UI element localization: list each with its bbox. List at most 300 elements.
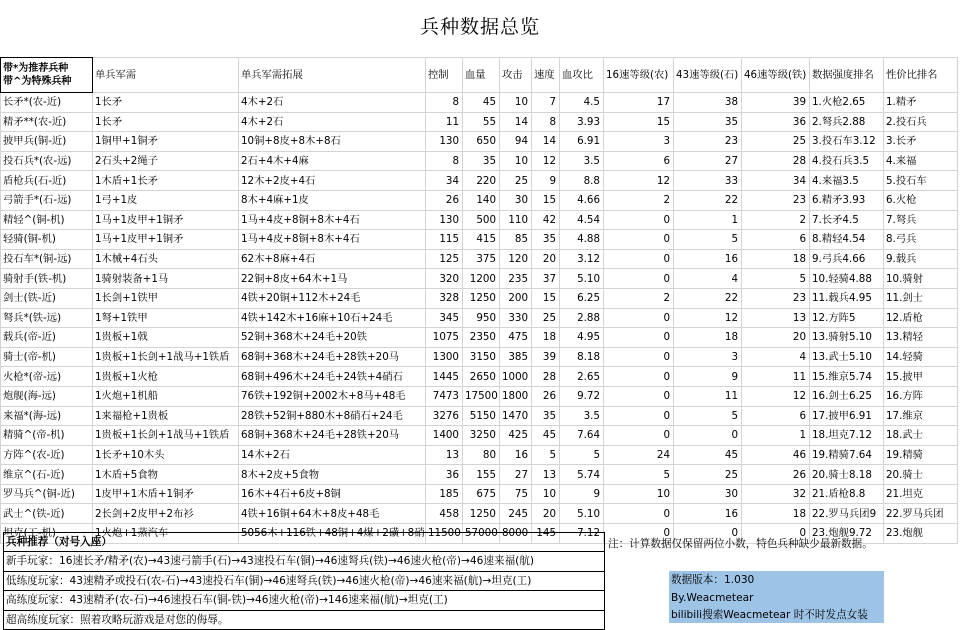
- unit-hp: 57000: [463, 524, 500, 544]
- rank-strength: 21.盾枪8.8: [810, 484, 884, 504]
- unit-speed: 145: [532, 524, 560, 544]
- unit-speed: 14: [532, 132, 560, 152]
- unit-attack: 10: [500, 151, 532, 171]
- unit-lv46: 34: [742, 171, 810, 191]
- unit-speed: 10: [532, 484, 560, 504]
- legend-line: 带^为特殊兵种: [3, 76, 72, 87]
- rank-value: 11.剑士: [884, 288, 958, 308]
- unit-need-ext: 10铜+8皮+8木+8石: [239, 132, 426, 152]
- unit-name: 长矛*(农-近): [1, 93, 93, 113]
- unit-ratio: 9: [560, 484, 604, 504]
- rank-strength: 12.方阵5: [810, 308, 884, 328]
- unit-lv46: 0: [742, 524, 810, 544]
- version-label: 数据版本：1.030: [669, 571, 884, 589]
- unit-lv46: 26: [742, 465, 810, 485]
- rank-value: 18.武士: [884, 426, 958, 446]
- unit-lv43: 38: [674, 93, 742, 113]
- unit-lv43: 30: [674, 484, 742, 504]
- unit-lv16: 0: [604, 347, 674, 367]
- unit-lv46: 25: [742, 132, 810, 152]
- unit-hp: 375: [463, 249, 500, 269]
- unit-control: 34: [426, 171, 463, 191]
- unit-name: 披甲兵(铜-近): [1, 132, 93, 152]
- header-hp: 血量: [463, 58, 500, 93]
- table-header-row: [1, 58, 958, 93]
- table-row: [1, 249, 958, 269]
- unit-ratio: 4.66: [560, 190, 604, 210]
- unit-ratio: 3.93: [560, 112, 604, 132]
- unit-need: 1木盾+1长矛: [93, 171, 239, 191]
- table-row: [1, 112, 958, 132]
- unit-control: 7473: [426, 386, 463, 406]
- unit-lv43: 23: [674, 132, 742, 152]
- unit-hp: 2650: [463, 367, 500, 387]
- unit-need: 1长矛: [93, 112, 239, 132]
- table-row: [1, 328, 958, 348]
- unit-attack: 16: [500, 445, 532, 465]
- unit-hp: 45: [463, 93, 500, 113]
- unit-lv16: 15: [604, 112, 674, 132]
- unit-attack: 475: [500, 328, 532, 348]
- unit-speed: 12: [532, 151, 560, 171]
- unit-speed: 25: [532, 308, 560, 328]
- unit-attack: 94: [500, 132, 532, 152]
- unit-ratio: 4.88: [560, 230, 604, 250]
- unit-need: 1长矛: [93, 93, 239, 113]
- header-need-ext: 单兵军需拓展: [239, 58, 426, 93]
- rank-value: 21.坦克: [884, 484, 958, 504]
- unit-need: 2石头+2绳子: [93, 151, 239, 171]
- rank-value: 15.披甲: [884, 367, 958, 387]
- unit-ratio: 4.95: [560, 328, 604, 348]
- unit-name: 方阵^(农-近): [1, 445, 93, 465]
- rank-value: 6.火枪: [884, 190, 958, 210]
- unit-name: 坦克(工-机): [1, 524, 93, 544]
- unit-attack: 235: [500, 269, 532, 289]
- table-row: [1, 347, 958, 367]
- unit-lv46: 28: [742, 151, 810, 171]
- unit-speed: 20: [532, 249, 560, 269]
- unit-speed: 15: [532, 288, 560, 308]
- rank-value: 1.精矛: [884, 93, 958, 113]
- unit-hp: 3250: [463, 426, 500, 446]
- unit-lv43: 35: [674, 112, 742, 132]
- unit-lv46: 23: [742, 288, 810, 308]
- rank-strength: 4.来福3.5: [810, 171, 884, 191]
- unit-speed: 42: [532, 210, 560, 230]
- unit-need-ext: 76铁+192铜+2002木+8马+48毛: [239, 386, 426, 406]
- author-label: By.Weacmetear: [669, 589, 884, 607]
- unit-lv43: 16: [674, 249, 742, 269]
- unit-need-ext: 22铜+8皮+64木+1马: [239, 269, 426, 289]
- unit-need-ext: 68铜+368木+24毛+28铁+20马: [239, 426, 426, 446]
- rank-strength: 19.精骑7.64: [810, 445, 884, 465]
- header-control: 控制: [426, 58, 463, 93]
- unit-speed: 28: [532, 367, 560, 387]
- unit-hp: 1200: [463, 269, 500, 289]
- rank-strength: 15.维京5.74: [810, 367, 884, 387]
- unit-name: 弩兵*(铁-远): [1, 308, 93, 328]
- unit-name: 轻骑(铜-机): [1, 230, 93, 250]
- unit-lv43: 0: [674, 426, 742, 446]
- unit-lv16: 5: [604, 465, 674, 485]
- unit-hp: 80: [463, 445, 500, 465]
- unit-ratio: 5: [560, 445, 604, 465]
- rank-value: 7.弩兵: [884, 210, 958, 230]
- unit-lv16: 3: [604, 132, 674, 152]
- unit-need: 1铜甲+1铜矛: [93, 132, 239, 152]
- unit-control: 185: [426, 484, 463, 504]
- unit-hp: 220: [463, 171, 500, 191]
- unit-hp: 1250: [463, 504, 500, 524]
- rank-strength: 2.弩兵2.88: [810, 112, 884, 132]
- recommend-line: 高练度玩家：43速精矛(农-石)→46速投石车(铜-铁)→46速火枪(帝)→146速来福(航)→坦克(工): [4, 591, 604, 610]
- recommend-title: 兵种推荐（对号入座）: [4, 533, 604, 552]
- table-row: [1, 93, 958, 113]
- unit-control: 125: [426, 249, 463, 269]
- unit-lv16: 0: [604, 230, 674, 250]
- rank-value: 16.方阵: [884, 386, 958, 406]
- unit-need-ext: 8木+2皮+5食物: [239, 465, 426, 485]
- unit-need: 1贵板+1长剑+1战马+1铁盾: [93, 347, 239, 367]
- unit-ratio: 3.5: [560, 406, 604, 426]
- header-attack: 攻击: [500, 58, 532, 93]
- unit-name: 投石车*(铜-远): [1, 249, 93, 269]
- unit-lv16: 0: [604, 210, 674, 230]
- unit-need-ext: 52铜+368木+24毛+20铁: [239, 328, 426, 348]
- unit-attack: 1800: [500, 386, 532, 406]
- unit-attack: 75: [500, 484, 532, 504]
- unit-lv16: 6: [604, 151, 674, 171]
- unit-hp: 155: [463, 465, 500, 485]
- rank-value: 3.长矛: [884, 132, 958, 152]
- unit-control: 1300: [426, 347, 463, 367]
- unit-name: 罗马兵^(铜-近): [1, 484, 93, 504]
- unit-need-ext: 4铁+142木+16麻+10石+24毛: [239, 308, 426, 328]
- header-need: 单兵军需: [93, 58, 239, 93]
- header-lv46: 46速等级(铁): [742, 58, 810, 93]
- unit-speed: 35: [532, 230, 560, 250]
- unit-control: 8: [426, 151, 463, 171]
- unit-speed: 18: [532, 328, 560, 348]
- unit-speed: 15: [532, 190, 560, 210]
- unit-need: 1贵板+1戟: [93, 328, 239, 348]
- unit-control: 115: [426, 230, 463, 250]
- unit-name: 弓箭手*(石-远): [1, 190, 93, 210]
- unit-control: 11500: [426, 524, 463, 544]
- unit-lv16: 17: [604, 93, 674, 113]
- unit-need: 1弩+1铁甲: [93, 308, 239, 328]
- unit-lv46: 2: [742, 210, 810, 230]
- table-row: [1, 288, 958, 308]
- rank-strength: 22.罗马兵团9: [810, 504, 884, 524]
- unit-speed: 7: [532, 93, 560, 113]
- rank-value: 13.精轻: [884, 328, 958, 348]
- unit-control: 36: [426, 465, 463, 485]
- rank-strength: 13.骑射5.10: [810, 328, 884, 348]
- unit-attack: 110: [500, 210, 532, 230]
- rank-value: 22.罗马兵团: [884, 504, 958, 524]
- unit-attack: 1000: [500, 367, 532, 387]
- unit-lv16: 2: [604, 190, 674, 210]
- unit-name: 武士^(铁-近): [1, 504, 93, 524]
- unit-attack: 14: [500, 112, 532, 132]
- recommend-line: 新手玩家：16速长矛/精矛(农)→43速弓箭手(石)→43速投石车(铜)→46速弩兵(铁)→46速火枪(帝)→46速来福(航): [4, 552, 604, 571]
- legend-header: [1, 58, 93, 93]
- unit-hp: 3150: [463, 347, 500, 367]
- unit-lv43: 18: [674, 328, 742, 348]
- header-lv16: 16速等级(农): [604, 58, 674, 93]
- table-row: [1, 406, 958, 426]
- unit-control: 1445: [426, 367, 463, 387]
- unit-hp: 2350: [463, 328, 500, 348]
- unit-lv16: 10: [604, 484, 674, 504]
- unit-ratio: 6.25: [560, 288, 604, 308]
- unit-lv46: 1: [742, 426, 810, 446]
- rank-value: 9.载兵: [884, 249, 958, 269]
- rank-strength: 16.剑士6.25: [810, 386, 884, 406]
- unit-control: 345: [426, 308, 463, 328]
- unit-lv46: 18: [742, 504, 810, 524]
- unit-lv43: 22: [674, 288, 742, 308]
- unit-control: 8: [426, 93, 463, 113]
- unit-hp: 1250: [463, 288, 500, 308]
- unit-need-ext: 8木+4麻+1皮: [239, 190, 426, 210]
- unit-hp: 17500: [463, 386, 500, 406]
- rank-value: 8.弓兵: [884, 230, 958, 250]
- unit-ratio: 7.12: [560, 524, 604, 544]
- unit-name: 盾枪兵(石-近): [1, 171, 93, 191]
- unit-need: 1长剑+1铁甲: [93, 288, 239, 308]
- unit-need-ext: 16木+4石+6皮+8铜: [239, 484, 426, 504]
- unit-need: 1皮甲+1木盾+1铜矛: [93, 484, 239, 504]
- unit-need: 1来福枪+1贵板: [93, 406, 239, 426]
- unit-need-ext: 1马+4皮+8铜+8木+4石: [239, 230, 426, 250]
- unit-lv46: 6: [742, 230, 810, 250]
- unit-lv16: 0: [604, 426, 674, 446]
- unit-hp: 675: [463, 484, 500, 504]
- unit-lv46: 20: [742, 328, 810, 348]
- rank-value: 20.骑士: [884, 465, 958, 485]
- rank-strength: 10.轻骑4.88: [810, 269, 884, 289]
- unit-lv46: 46: [742, 445, 810, 465]
- unit-need-ext: 1马+4皮+8铜+8木+4石: [239, 210, 426, 230]
- unit-ratio: 5.10: [560, 504, 604, 524]
- unit-control: 130: [426, 132, 463, 152]
- rank-value: 2.投石兵: [884, 112, 958, 132]
- unit-need: 1骑射装备+1马: [93, 269, 239, 289]
- rank-strength: 6.精矛3.93: [810, 190, 884, 210]
- unit-need: 1火炮+1机船: [93, 386, 239, 406]
- unit-speed: 5: [532, 445, 560, 465]
- unit-need-ext: 4木+2石: [239, 93, 426, 113]
- unit-hp: 650: [463, 132, 500, 152]
- unit-need-ext: 28铁+52铜+880木+8硝石+24毛: [239, 406, 426, 426]
- unit-need: 1长矛+10木头: [93, 445, 239, 465]
- unit-need-ext: 68铜+496木+24毛+24铁+4硝石: [239, 367, 426, 387]
- unit-lv16: 2: [604, 288, 674, 308]
- unit-name: 骑射手(铁-机): [1, 269, 93, 289]
- table-row: [1, 230, 958, 250]
- unit-name: 精骑^(帝-机): [1, 426, 93, 446]
- rank-strength: 7.长矛4.5: [810, 210, 884, 230]
- unit-lv43: 12: [674, 308, 742, 328]
- unit-lv46: 23: [742, 190, 810, 210]
- unit-ratio: 5.10: [560, 269, 604, 289]
- rank-value: 4.来福: [884, 151, 958, 171]
- unit-control: 320: [426, 269, 463, 289]
- unit-control: 13: [426, 445, 463, 465]
- unit-lv46: 39: [742, 93, 810, 113]
- unit-name: 维京^(石-近): [1, 465, 93, 485]
- rank-value: 17.维京: [884, 406, 958, 426]
- table-row: [1, 465, 958, 485]
- unit-hp: 500: [463, 210, 500, 230]
- table-row: [1, 445, 958, 465]
- unit-table: [0, 57, 960, 544]
- rank-strength: 1.火枪2.65: [810, 93, 884, 113]
- rank-strength: 3.投石车3.12: [810, 132, 884, 152]
- header-rank-strength: 数据强度排名: [810, 58, 884, 93]
- rank-value: 10.骑射: [884, 269, 958, 289]
- rank-strength: 18.坦克7.12: [810, 426, 884, 446]
- unit-attack: 330: [500, 308, 532, 328]
- unit-need-ext: 62木+8麻+4石: [239, 249, 426, 269]
- rank-strength: 17.披甲6.91: [810, 406, 884, 426]
- rank-value: 5.投石车: [884, 171, 958, 191]
- unit-need: 1马+1皮甲+1铜矛: [93, 230, 239, 250]
- unit-lv43: 0: [674, 524, 742, 544]
- unit-hp: 415: [463, 230, 500, 250]
- unit-ratio: 2.65: [560, 367, 604, 387]
- unit-control: 26: [426, 190, 463, 210]
- unit-control: 130: [426, 210, 463, 230]
- unit-attack: 120: [500, 249, 532, 269]
- unit-attack: 1470: [500, 406, 532, 426]
- unit-lv43: 4: [674, 269, 742, 289]
- unit-need-ext: 4铁+16铜+64木+8皮+48毛: [239, 504, 426, 524]
- unit-need-ext: 68铜+368木+24毛+28铁+20马: [239, 347, 426, 367]
- unit-ratio: 8.8: [560, 171, 604, 191]
- rank-strength: 11.载兵4.95: [810, 288, 884, 308]
- rank-strength: 13.武士5.10: [810, 347, 884, 367]
- unit-speed: 20: [532, 504, 560, 524]
- unit-control: 1400: [426, 426, 463, 446]
- unit-lv46: 12: [742, 386, 810, 406]
- unit-hp: 35: [463, 151, 500, 171]
- unit-ratio: 3.12: [560, 249, 604, 269]
- unit-name: 精矛**(农-近): [1, 112, 93, 132]
- unit-hp: 140: [463, 190, 500, 210]
- unit-need: 1木械+4石头: [93, 249, 239, 269]
- unit-attack: 200: [500, 288, 532, 308]
- unit-lv46: 5: [742, 269, 810, 289]
- rank-value: 19.精骑: [884, 445, 958, 465]
- unit-attack: 8000: [500, 524, 532, 544]
- header-ratio: 血攻比: [560, 58, 604, 93]
- unit-name: 炮舰(海-远): [1, 386, 93, 406]
- unit-speed: 39: [532, 347, 560, 367]
- unit-lv43: 11: [674, 386, 742, 406]
- unit-need: 1马+1皮甲+1铜矛: [93, 210, 239, 230]
- unit-control: 1075: [426, 328, 463, 348]
- unit-name: 投石兵*(农-远): [1, 151, 93, 171]
- bilibili-label: bilibili搜索Weacmetear 时不时发点女装: [669, 607, 884, 623]
- unit-control: 11: [426, 112, 463, 132]
- page-title: 兵种数据总览: [419, 16, 540, 38]
- unit-speed: 45: [532, 426, 560, 446]
- rank-strength: 4.投石兵3.5: [810, 151, 884, 171]
- table-row: [1, 426, 958, 446]
- unit-lv46: 11: [742, 367, 810, 387]
- unit-lv16: 12: [604, 171, 674, 191]
- legend-line: 带*为推荐兵种: [3, 63, 69, 74]
- unit-name: 骑士(帝-机): [1, 347, 93, 367]
- unit-speed: 9: [532, 171, 560, 191]
- rank-strength: 8.精轻4.54: [810, 230, 884, 250]
- unit-lv43: 3: [674, 347, 742, 367]
- unit-name: 载兵(帝-近): [1, 328, 93, 348]
- unit-name: 来福*(海-远): [1, 406, 93, 426]
- unit-lv46: 6: [742, 406, 810, 426]
- unit-ratio: 6.91: [560, 132, 604, 152]
- unit-attack: 25: [500, 171, 532, 191]
- unit-ratio: 7.64: [560, 426, 604, 446]
- unit-attack: 85: [500, 230, 532, 250]
- unit-speed: 37: [532, 269, 560, 289]
- table-row: [1, 171, 958, 191]
- unit-ratio: 5.74: [560, 465, 604, 485]
- unit-lv43: 27: [674, 151, 742, 171]
- unit-ratio: 2.88: [560, 308, 604, 328]
- unit-lv43: 16: [674, 504, 742, 524]
- unit-attack: 385: [500, 347, 532, 367]
- unit-lv16: 24: [604, 445, 674, 465]
- header-rank-value: 性价比排名: [884, 58, 958, 93]
- unit-lv43: 1: [674, 210, 742, 230]
- unit-name: 火枪*(帝-远): [1, 367, 93, 387]
- unit-need: 1弓+1皮: [93, 190, 239, 210]
- unit-need-ext: 4铁+20铜+112木+24毛: [239, 288, 426, 308]
- rank-value: 23.炮舰: [884, 524, 958, 544]
- unit-lv16: 0: [604, 367, 674, 387]
- unit-lv46: 36: [742, 112, 810, 132]
- unit-lv16: 0: [604, 504, 674, 524]
- unit-ratio: 4.54: [560, 210, 604, 230]
- unit-lv16: 0: [604, 269, 674, 289]
- unit-lv16: 0: [604, 328, 674, 348]
- table-row: [1, 269, 958, 289]
- table-row: [1, 151, 958, 171]
- unit-ratio: 3.5: [560, 151, 604, 171]
- unit-attack: 30: [500, 190, 532, 210]
- unit-need-ext: 12木+2皮+4石: [239, 171, 426, 191]
- unit-control: 458: [426, 504, 463, 524]
- unit-lv46: 13: [742, 308, 810, 328]
- table-row: [1, 386, 958, 406]
- unit-need-ext: 14木+2石: [239, 445, 426, 465]
- unit-lv16: 0: [604, 249, 674, 269]
- unit-speed: 26: [532, 386, 560, 406]
- rank-value: 14.轻骑: [884, 347, 958, 367]
- table-row: [1, 367, 958, 387]
- unit-ratio: 9.72: [560, 386, 604, 406]
- table-row: [1, 190, 958, 210]
- unit-lv43: 5: [674, 230, 742, 250]
- table-row: [1, 308, 958, 328]
- unit-control: 328: [426, 288, 463, 308]
- unit-name: 剑士(铁-近): [1, 288, 93, 308]
